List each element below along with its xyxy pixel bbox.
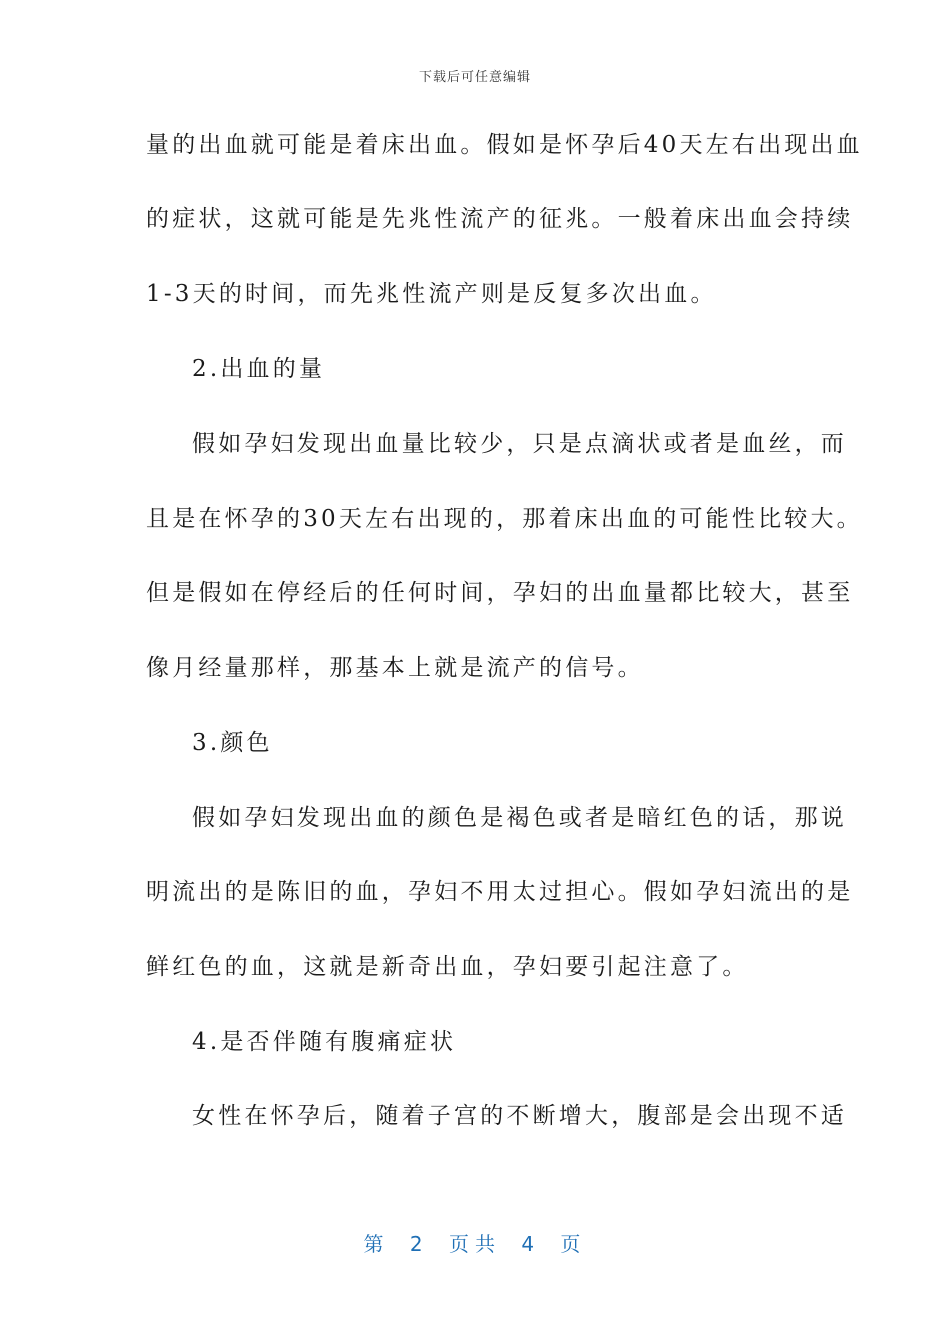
text-line: 假如孕妇发现出血的颜色是褐色或者是暗红色的话，那说: [192, 805, 847, 831]
text-line: 1-3天的时间，而先兆性流产则是反复多次出血。: [146, 281, 717, 307]
text-line: 假如孕妇发现出血量比较少，只是点滴状或者是血丝，而: [192, 431, 847, 457]
page-header-note: 下载后可任意编辑: [418, 70, 531, 85]
text-line: 女性在怀孕后，随着子宫的不断增大，腹部是会出现不适: [192, 1103, 847, 1129]
text-line: 且是在怀孕的30天左右出现的，那着床出血的可能性比较大。: [146, 506, 863, 532]
text-line: 像月经量那样，那基本上就是流产的信号。: [146, 655, 644, 681]
text-line: 但是假如在停经后的任何时间，孕妇的出血量都比较大，甚至: [146, 580, 854, 606]
section-heading: 4.是否伴随有腹痛症状: [192, 1029, 457, 1055]
text-line: 明流出的是陈旧的血，孕妇不用太过担心。假如孕妇流出的是: [146, 879, 854, 905]
section-heading: 2.出血的量: [192, 356, 326, 382]
text-line: 鲜红色的血，这就是新奇出血，孕妇要引起注意了。: [146, 954, 749, 980]
section-heading: 3.颜色: [192, 730, 273, 756]
text-line: 量的出血就可能是着床出血。假如是怀孕后40天左右出现出血: [146, 132, 863, 158]
text-line: 的症状，这就可能是先兆性流产的征兆。一般着床出血会持续: [146, 206, 854, 232]
page-number-footer: 第 2 页共 4 页: [363, 1232, 587, 1256]
